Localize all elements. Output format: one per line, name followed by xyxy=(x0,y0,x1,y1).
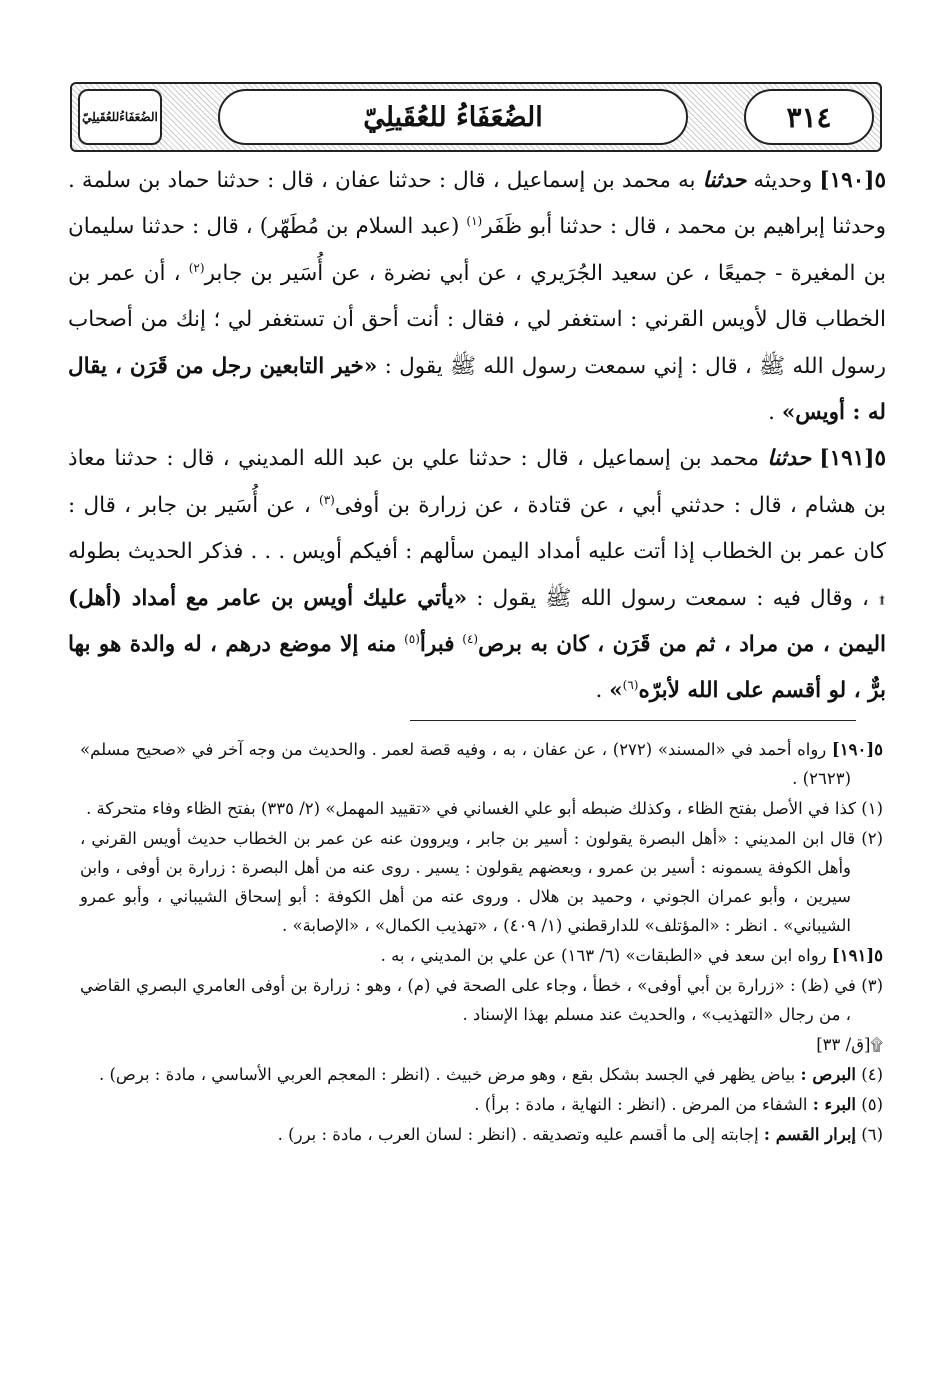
footnote-191 xyxy=(80,941,883,970)
footnote-divider xyxy=(410,720,856,721)
prophetic-quote: «يأتي عليك أويس بن عامر مع أمداد (أهل) اليمن ، من مراد ، ثم من قَرَن ، كان به برص xyxy=(68,585,887,658)
hadith-190 xyxy=(68,158,886,436)
text-segment: (عبد السلام بن مُطَهّر) ، قال : حدثنا سليمان بن المغيرة - جميعًا ، عن سعيد الجُرَيري ، عن أبي نضرة ، عن أُسَير بن جابر xyxy=(68,214,886,286)
footnote-190 xyxy=(80,735,883,793)
footnote-3 xyxy=(80,971,883,1029)
footnote-key: (٢) xyxy=(861,829,884,848)
hadith-190-number: ٥[١٩٠] xyxy=(819,168,886,193)
text-segment: . xyxy=(595,678,603,704)
text-segment: وحديثه xyxy=(753,168,813,193)
prophetic-quote: فبرأ xyxy=(419,632,455,658)
footnote-ref-3: (٣) xyxy=(319,492,335,507)
emblem-line-1: الضُعَفَاءُ xyxy=(119,109,158,124)
footnote-text: في (ظ) : «زرارة بن أبي أوفى» ، خطأ ، وجاء على الصحة في (م) ، وهو : زرارة بن أوفى العامري البصري القاضي ، من رجال «التهذيب» ، والحديث عند مسلم بهذا الإسناد . xyxy=(80,976,856,1024)
footnote-2 xyxy=(80,824,883,940)
footnote-key: (٤) xyxy=(861,1065,883,1084)
footnote-text: رواه ابن سعد في «الطبقات» (٦/ ١٦٣) عن علي بن المديني ، به . xyxy=(380,946,827,965)
hadith-191 xyxy=(68,436,886,714)
footnote-key: ٥[١٩١] xyxy=(831,946,883,965)
book-emblem xyxy=(78,89,162,145)
haddathana-word: حدثنا xyxy=(767,446,812,472)
footnote-key: (١) xyxy=(861,799,883,818)
book-title: الضُعَفَاءُ للعُقَيلِيّ xyxy=(218,89,688,145)
footnote-term: البرء : xyxy=(812,1095,856,1114)
quote-close: » xyxy=(609,678,623,704)
haddathana-word: حدثنا xyxy=(702,168,747,193)
footnote-text: كذا في الأصل بفتح الظاء ، وكذلك ضبطه أبو علي الغساني في «تقييد المهمل» (٢/ ٣٣٥) بفتح الظاء وفاء متحركة . xyxy=(86,799,856,818)
page-number: ٣١٤ xyxy=(744,89,874,145)
footnote-term: البرص : xyxy=(800,1065,856,1084)
footnote-1 xyxy=(80,794,883,823)
text-segment: محمد بن إسماعيل ، قال : حدثنا علي بن عبد الله المديني ، قال : حدثنا معاذ بن هشام ، قال : حدثني أبي ، عن قتادة ، عن زرارة بن أوفى xyxy=(68,446,886,518)
footnote-ref-1: (١) xyxy=(466,214,483,229)
text-segment: . xyxy=(768,400,775,426)
footnote-text: الشفاء من المرض . (انظر : النهاية ، مادة : برأ) . xyxy=(474,1095,808,1114)
footnotes xyxy=(80,735,883,1150)
footnote-6 xyxy=(80,1120,883,1149)
folio-marker xyxy=(80,1030,883,1059)
emblem-line-2: للعُقَيلِيّ xyxy=(82,109,120,124)
footnote-key: (٥) xyxy=(861,1095,883,1114)
footnote-key: (٣) xyxy=(861,976,883,995)
hadith-191-number: ٥[١٩١] xyxy=(819,446,886,472)
text-segment: به محمد بن إسماعيل ، قال : حدثنا عفان ، قال : حدثنا حماد بن سلمة . وحدثنا إبراهيم بن محمد ، قال : حدثنا أبو ظَفَر xyxy=(68,168,886,240)
footnote-text: رواه أحمد في «المسند» (٢٧٢) ، عن عفان ، به ، وفيه قصة لعمر . والحديث من وجه آخر في «صحيح مسلم» (٢٦٢٣) . xyxy=(80,740,851,788)
footnote-4 xyxy=(80,1060,883,1089)
main-text xyxy=(68,158,886,715)
running-header xyxy=(70,82,882,152)
footnote-text: إجابته إلى ما أقسم عليه وتصديقه . (انظر : لسان العرب ، مادة : برر) . xyxy=(277,1125,759,1144)
footnote-text: قال ابن المديني : «أهل البصرة يقولون : أسير بن جابر ، ويروون عنه عن عمر بن الخطاب حديث أويس القرني ، وأهل الكوفة يسمونه : أسير بن عمرو ، وبعضهم يقولون : يسير . روى عنه من أهل البصرة : زرارة بن أوفى ، وابن سيرين ، وأبو عمران الجوني ، وحميد بن هلال . وروى عنه من أهل الكوفة : أبو إسحاق الشيباني ، وأبو عمرو الشيباني» . انظر : «المؤتلف» للدارقطني (١/ ٤٠٩) ، «تهذيب الكمال» ، «الإصابة» . xyxy=(80,829,856,935)
text-segment: ، عن أُسَير بن جابر ، قال : كان عمر بن الخطاب إذا أتت عليه أمداد اليمن سألهم : أفيكم أويس . . . فذكر الحديث بطوله ۩ ، وقال فيه : سمعت رسول الله ﷺ يقول : xyxy=(68,492,886,611)
footnote-key: ٥[١٩٠] xyxy=(831,740,884,759)
footnote-term: إبرار القسم : xyxy=(763,1125,856,1144)
footnote-ref-5: (٥) xyxy=(404,631,420,646)
footnote-ref-4: (٤) xyxy=(462,631,479,646)
footnote-5 xyxy=(80,1090,883,1119)
text-segment: ، أن عمر بن الخطاب قال لأويس القرني : استغفر لي ، فقال : أنت أحق أن تستغفر لي ؛ إنك من أصحاب رسول الله ﷺ ، قال : إني سمعت رسول الله ﷺ يقول : xyxy=(68,260,886,379)
prophetic-quote: منه إلا موضع درهم ، له والدة هو بها برٌّ ، لو أقسم على الله لأبرّه xyxy=(68,632,886,704)
prophetic-quote: «خير التابعين رجل من قَرَن ، يقال له : أويس» xyxy=(68,353,886,426)
footnote-text: بياض يظهر في الجسد بشكل بقع ، وهو مرض خبيث . (انظر : المعجم العربي الأساسي ، مادة : برص) . xyxy=(98,1065,796,1084)
footnote-ref-2: (٢) xyxy=(188,260,205,275)
folio-marker-text: ۩[ق/ ٣٣] xyxy=(816,1035,883,1054)
footnote-key: (٦) xyxy=(861,1125,883,1144)
footnote-ref-6: (٦) xyxy=(622,678,639,693)
